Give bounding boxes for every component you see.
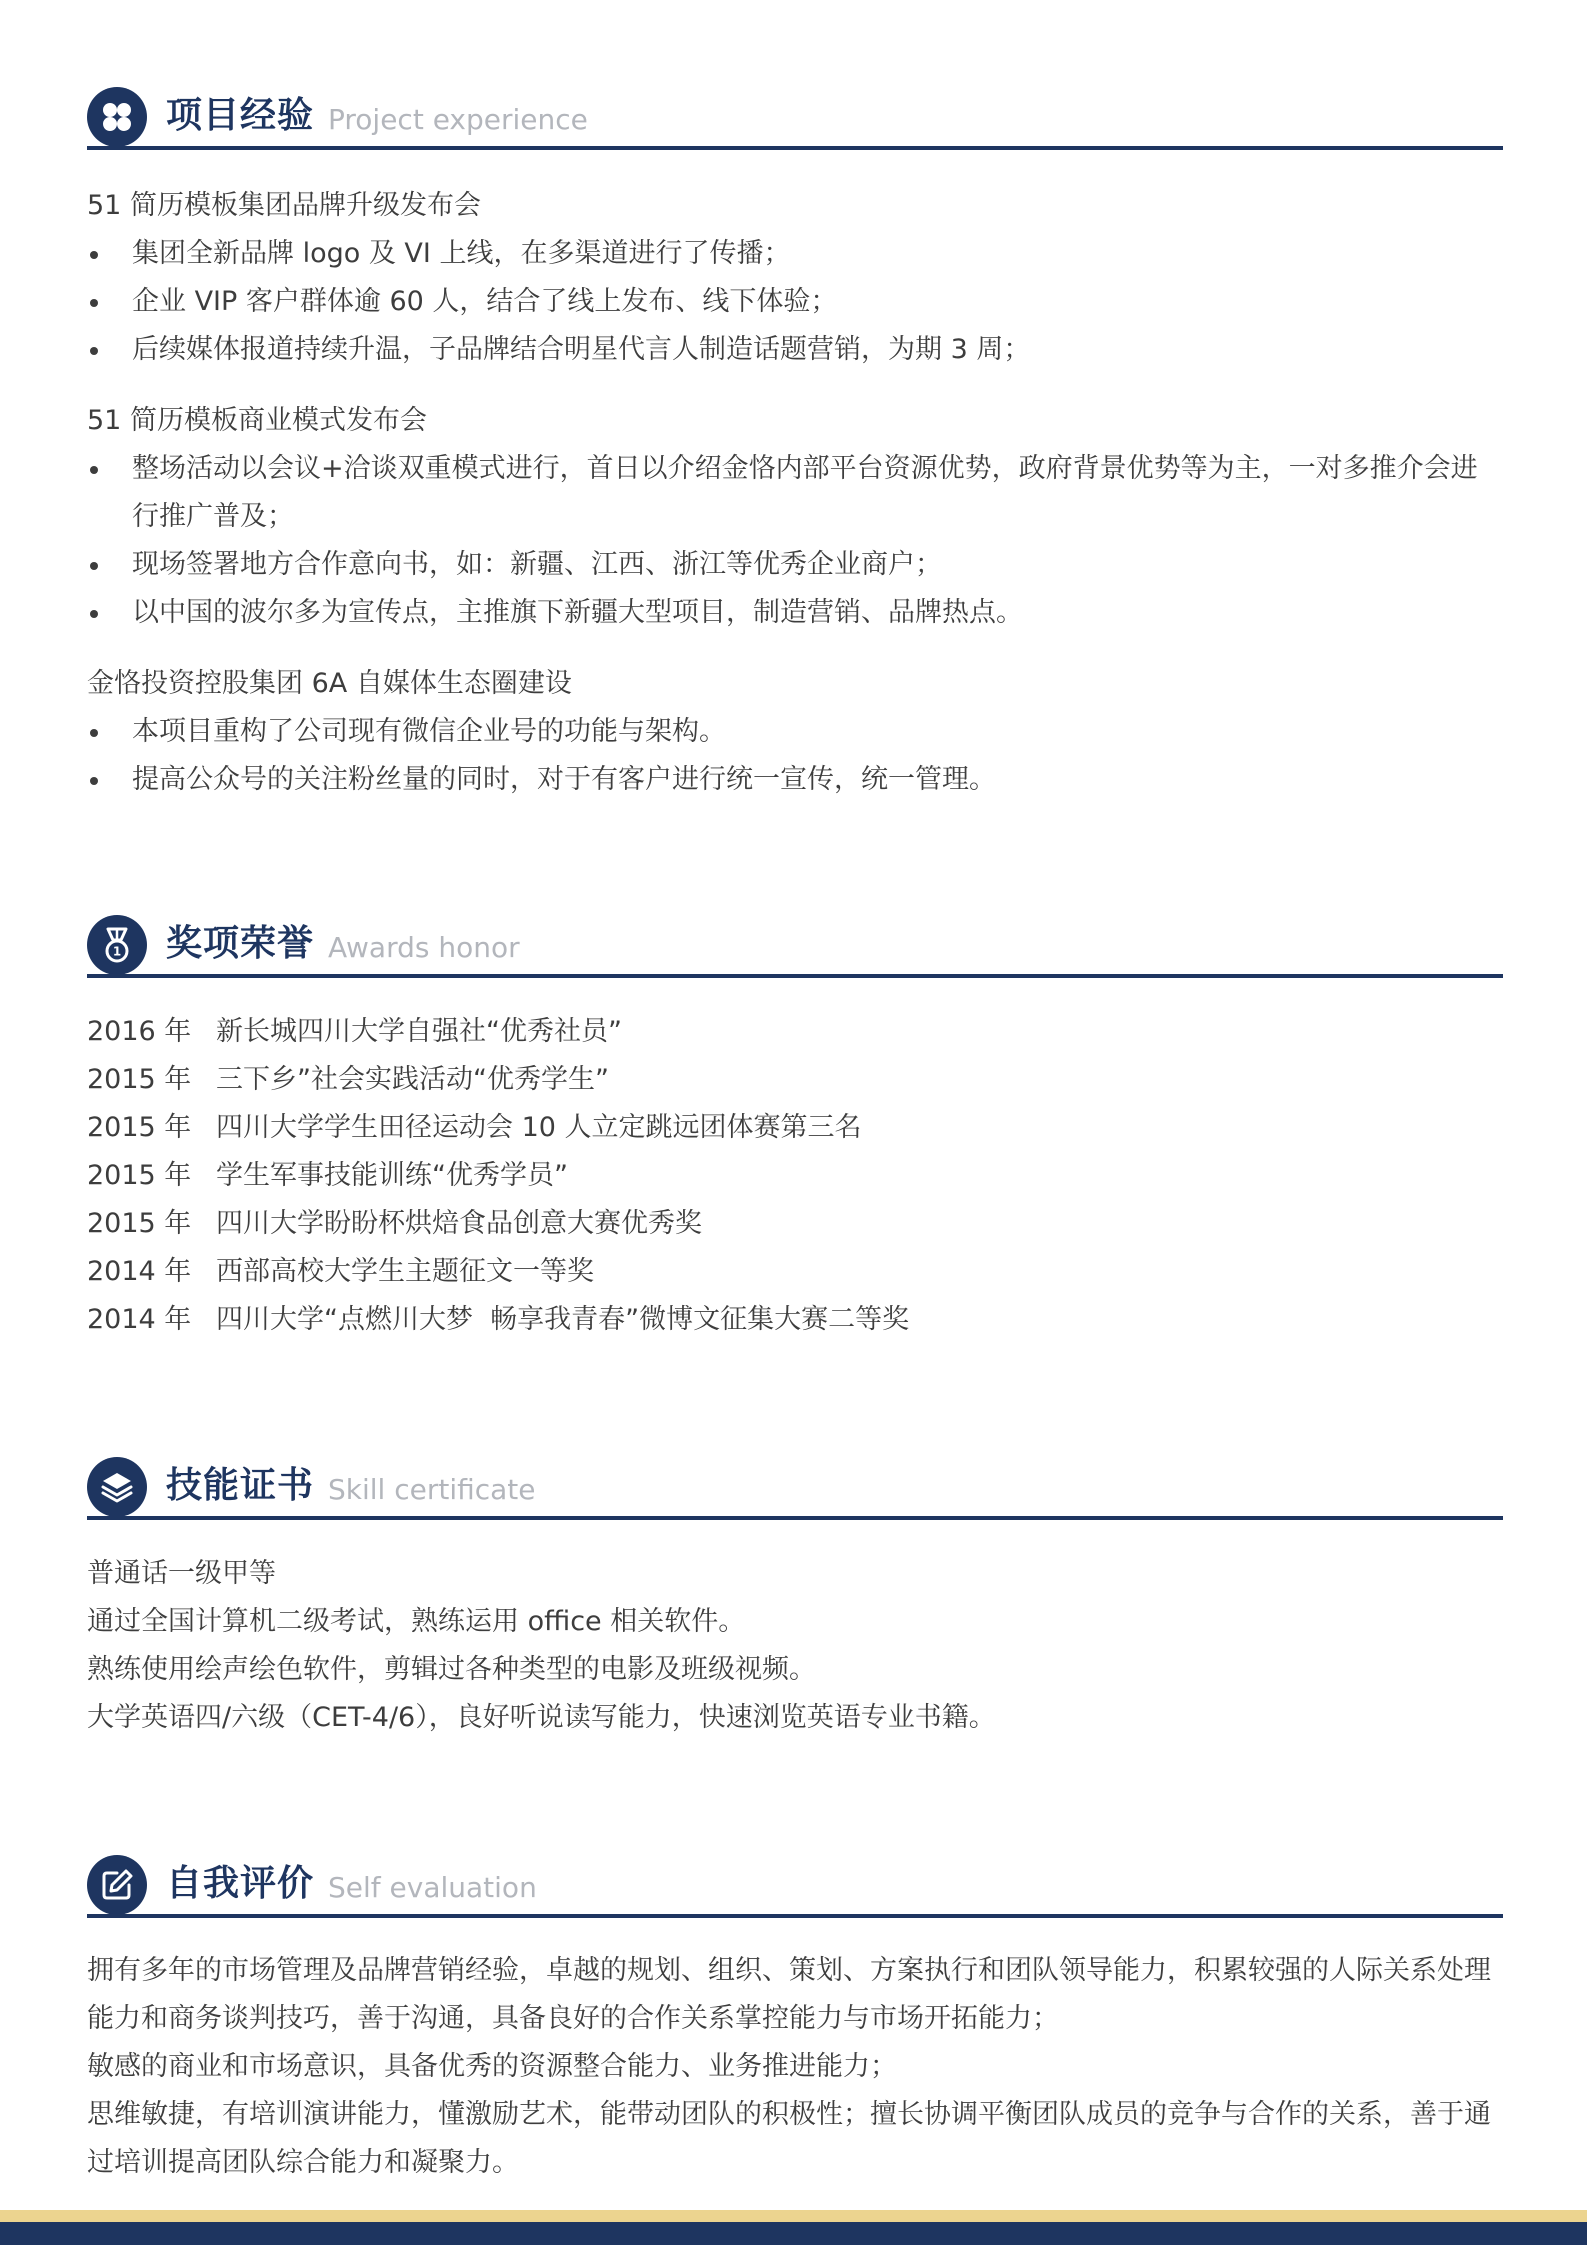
section-subtitle: Project experience xyxy=(328,103,588,136)
self-eval-paragraph: 思维敏捷，有培训演讲能力，懂激励艺术，能带动团队的积极性；擅长协调平衡团队成员的竞争与合作的关系，善于通过培训提高团队综合能力和凝聚力。 xyxy=(87,2099,1491,2178)
section-divider xyxy=(87,1516,1503,1520)
awards-section xyxy=(87,909,1503,1335)
section-subtitle: Skill certificate xyxy=(328,1473,536,1506)
project-title: 51 简历模板集团品牌升级发布会 xyxy=(87,190,481,221)
project-bullet: 本项目重构了公司现有微信企业号的功能与架构。 xyxy=(87,708,1503,756)
skill-list xyxy=(87,1550,996,1742)
project-item xyxy=(87,660,1503,804)
section-title: 技能证书 xyxy=(166,1465,315,1506)
project-bullet: 提高公众号的关注粉丝量的同时，对于有客户进行统一宣传，统一管理。 xyxy=(87,756,1503,804)
section-divider xyxy=(87,146,1503,150)
project-item xyxy=(87,182,1503,374)
award-row xyxy=(87,1152,909,1200)
section-divider xyxy=(87,974,1503,978)
project-bullet: 现场签署地方合作意向书，如：新疆、江西、浙江等优秀企业商户； xyxy=(87,541,1503,589)
project-list xyxy=(87,182,1503,804)
grid-circles-icon xyxy=(87,87,147,147)
awards-header xyxy=(87,909,1503,979)
project-bullet: 整场活动以会议+洽谈双重模式进行，首日以介绍金恪内部平台资源优势，政府背景优势等为主，一对多推介会进行推广普及； xyxy=(87,445,1503,541)
award-year: 2015 年 xyxy=(87,1208,192,1239)
self-eval-paragraph: 敏感的商业和市场意识，具备优秀的资源整合能力、业务推进能力； xyxy=(87,2051,897,2082)
award-text: 三下乡”社会实践活动“优秀学生” xyxy=(216,1064,609,1095)
skills-header xyxy=(87,1451,1503,1521)
self-eval-paragraph: 拥有多年的市场管理及品牌营销经验，卓越的规划、组织、策划、方案执行和团队领导能力，积累较强的人际关系处理能力和商务谈判技巧，善于沟通，具备良好的合作关系掌控能力与市场开拓能力； xyxy=(87,1955,1491,2034)
award-row xyxy=(87,1008,909,1056)
projects-section xyxy=(87,81,1503,795)
skill-line: 熟练使用绘声绘色软件，剪辑过各种类型的电影及班级视频。 xyxy=(87,1654,816,1685)
award-row xyxy=(87,1296,909,1344)
award-year: 2015 年 xyxy=(87,1160,192,1191)
skill-line: 通过全国计算机二级考试，熟练运用 office 相关软件。 xyxy=(87,1606,746,1637)
award-year: 2015 年 xyxy=(87,1064,192,1095)
project-bullet: 企业 VIP 客户群体逾 60 人，结合了线上发布、线下体验； xyxy=(87,278,1503,326)
award-year: 2014 年 xyxy=(87,1256,192,1287)
layers-icon xyxy=(87,1457,147,1517)
project-title: 51 简历模板商业模式发布会 xyxy=(87,405,427,436)
award-text: 学生军事技能训练“优秀学员” xyxy=(216,1160,568,1191)
award-row xyxy=(87,1200,909,1248)
award-text: 四川大学盼盼杯烘焙食品创意大赛优秀奖 xyxy=(216,1208,702,1239)
award-text: 四川大学学生田径运动会 10 人立定跳远团体赛第三名 xyxy=(216,1112,862,1143)
award-row xyxy=(87,1056,909,1104)
award-year: 2016 年 xyxy=(87,1016,192,1047)
section-divider xyxy=(87,1914,1503,1918)
award-text: 新长城四川大学自强社“优秀社员” xyxy=(216,1016,622,1047)
skills-section xyxy=(87,1451,1503,1733)
project-bullet: 集团全新品牌 logo 及 VI 上线，在多渠道进行了传播； xyxy=(87,230,1503,278)
project-title: 金恪投资控股集团 6A 自媒体生态圈建设 xyxy=(87,668,572,699)
award-text: 西部高校大学生主题征文一等奖 xyxy=(216,1256,594,1287)
award-year: 2014 年 xyxy=(87,1304,192,1335)
award-text: 四川大学“点燃川大梦 畅享我青春”微博文征集大赛二等奖 xyxy=(216,1304,910,1335)
footer-navy-band xyxy=(0,2222,1587,2245)
project-bullet: 后续媒体报道持续升温，子品牌结合明星代言人制造话题营销，为期 3 周； xyxy=(87,326,1503,374)
self-eval-text xyxy=(87,1947,1503,2187)
award-row xyxy=(87,1248,909,1296)
project-bullet: 以中国的波尔多为宣传点，主推旗下新疆大型项目，制造营销、品牌热点。 xyxy=(87,589,1503,637)
svg-text:1: 1 xyxy=(112,944,122,959)
award-row xyxy=(87,1104,909,1152)
self-eval-section xyxy=(87,1849,1503,2178)
footer-gold-stripe xyxy=(0,2210,1587,2222)
project-item xyxy=(87,397,1503,637)
self-eval-header xyxy=(87,1849,1503,1919)
award-list xyxy=(87,1008,909,1344)
medal-icon xyxy=(87,915,147,975)
section-title: 自我评价 xyxy=(166,1863,315,1904)
section-subtitle: Awards honor xyxy=(328,931,520,964)
section-title: 项目经验 xyxy=(166,95,315,136)
edit-icon xyxy=(87,1855,147,1915)
skill-line: 普通话一级甲等 xyxy=(87,1558,276,1589)
section-subtitle: Self evaluation xyxy=(328,1871,537,1904)
section-title: 奖项荣誉 xyxy=(166,923,315,964)
skill-line: 大学英语四/六级（CET-4/6），良好听说读写能力，快速浏览英语专业书籍。 xyxy=(87,1702,996,1733)
projects-header xyxy=(87,81,1503,151)
award-year: 2015 年 xyxy=(87,1112,192,1143)
